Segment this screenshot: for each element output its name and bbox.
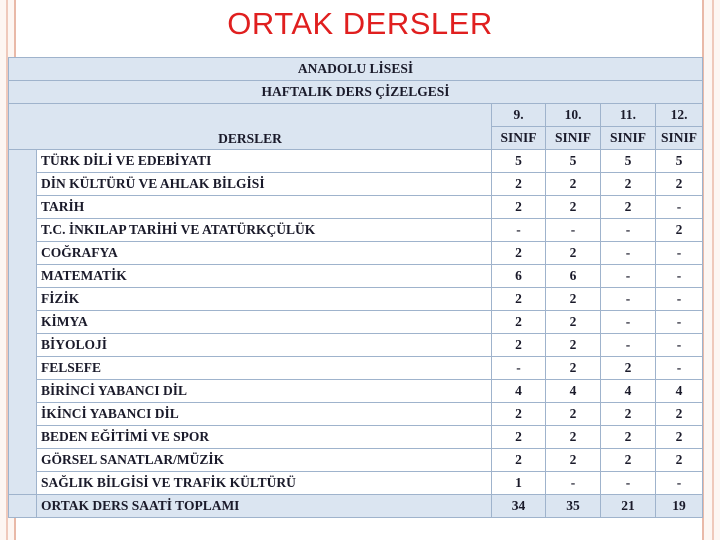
dersler-header: DERSLER bbox=[9, 104, 492, 150]
hours-cell: - bbox=[601, 288, 656, 311]
hours-cell: - bbox=[546, 219, 601, 242]
subject-row bbox=[9, 357, 703, 380]
hours-cell: - bbox=[601, 311, 656, 334]
subject-row bbox=[9, 380, 703, 403]
school-name-header: ANADOLU LİSESİ bbox=[9, 58, 703, 81]
hours-cell: 2 bbox=[546, 426, 601, 449]
hours-cell: 2 bbox=[546, 311, 601, 334]
subject-row bbox=[9, 196, 703, 219]
hours-cell: 6 bbox=[492, 265, 546, 288]
hours-cell: 2 bbox=[492, 426, 546, 449]
hours-cell: 2 bbox=[492, 403, 546, 426]
hours-cell: - bbox=[656, 242, 703, 265]
hours-cell: 2 bbox=[656, 449, 703, 472]
hours-cell: 2 bbox=[601, 449, 656, 472]
hours-cell: - bbox=[601, 472, 656, 495]
hours-cell: - bbox=[601, 242, 656, 265]
subject-name: T.C. İNKILAP TARİHİ VE ATATÜRKÇÜLÜK bbox=[37, 219, 492, 242]
hours-cell: 5 bbox=[601, 150, 656, 173]
hours-cell: 2 bbox=[656, 403, 703, 426]
hours-cell: 4 bbox=[492, 380, 546, 403]
hours-cell: 2 bbox=[546, 403, 601, 426]
grade-9-label: SINIF bbox=[492, 127, 546, 150]
hours-cell: 2 bbox=[601, 426, 656, 449]
hours-cell: 2 bbox=[492, 449, 546, 472]
hours-cell: 1 bbox=[492, 472, 546, 495]
weekly-schedule-table bbox=[8, 57, 703, 518]
hours-cell: 6 bbox=[546, 265, 601, 288]
hours-cell: 4 bbox=[546, 380, 601, 403]
hours-cell: 2 bbox=[492, 334, 546, 357]
hours-cell: 5 bbox=[546, 150, 601, 173]
hours-cell: 2 bbox=[601, 196, 656, 219]
subject-name: TÜRK DİLİ VE EDEBİYATI bbox=[37, 150, 492, 173]
subject-row bbox=[9, 288, 703, 311]
hours-cell: 2 bbox=[492, 173, 546, 196]
hours-cell: 2 bbox=[546, 173, 601, 196]
total-grade-9: 34 bbox=[492, 495, 546, 518]
subject-row bbox=[9, 219, 703, 242]
hours-cell: 2 bbox=[546, 288, 601, 311]
right-decorative-frame bbox=[702, 0, 720, 540]
grade-10-number: 10. bbox=[546, 104, 601, 127]
hours-cell: - bbox=[656, 357, 703, 380]
grade-12-number: 12. bbox=[656, 104, 703, 127]
schedule-title-header: HAFTALIK DERS ÇİZELGESİ bbox=[9, 81, 703, 104]
grade-9-number: 9. bbox=[492, 104, 546, 127]
subject-row bbox=[9, 472, 703, 495]
hours-cell: 2 bbox=[492, 288, 546, 311]
grade-10-label: SINIF bbox=[546, 127, 601, 150]
hours-cell: 5 bbox=[492, 150, 546, 173]
subject-name: BEDEN EĞİTİMİ VE SPOR bbox=[37, 426, 492, 449]
subject-row bbox=[9, 311, 703, 334]
subject-name: SAĞLIK BİLGİSİ VE TRAFİK KÜLTÜRÜ bbox=[37, 472, 492, 495]
subject-name: BİRİNCİ YABANCI DİL bbox=[37, 380, 492, 403]
subject-name: FELSEFE bbox=[37, 357, 492, 380]
hours-cell: 2 bbox=[601, 357, 656, 380]
subject-name: COĞRAFYA bbox=[37, 242, 492, 265]
hours-cell: - bbox=[656, 311, 703, 334]
hours-cell: 2 bbox=[492, 196, 546, 219]
hours-cell: - bbox=[546, 472, 601, 495]
subject-name: MATEMATİK bbox=[37, 265, 492, 288]
total-corner-cell bbox=[9, 495, 37, 518]
side-label-cell bbox=[9, 150, 37, 495]
subject-row bbox=[9, 265, 703, 288]
subject-name: KİMYA bbox=[37, 311, 492, 334]
subject-row bbox=[9, 403, 703, 426]
grade-11-number: 11. bbox=[601, 104, 656, 127]
hours-cell: 5 bbox=[656, 150, 703, 173]
hours-cell: 2 bbox=[546, 334, 601, 357]
subject-name: DİN KÜLTÜRÜ VE AHLAK BİLGİSİ bbox=[37, 173, 492, 196]
grade-11-label: SINIF bbox=[601, 127, 656, 150]
hours-cell: - bbox=[601, 265, 656, 288]
subject-name: FİZİK bbox=[37, 288, 492, 311]
hours-cell: 2 bbox=[656, 426, 703, 449]
total-grade-11: 21 bbox=[601, 495, 656, 518]
hours-cell: 2 bbox=[546, 242, 601, 265]
hours-cell: 2 bbox=[546, 357, 601, 380]
subject-name: İKİNCİ YABANCI DİL bbox=[37, 403, 492, 426]
subject-row bbox=[9, 449, 703, 472]
hours-cell: - bbox=[656, 472, 703, 495]
hours-cell: 2 bbox=[546, 449, 601, 472]
hours-cell: - bbox=[601, 334, 656, 357]
hours-cell: - bbox=[656, 288, 703, 311]
hours-cell: 4 bbox=[656, 380, 703, 403]
hours-cell: - bbox=[492, 219, 546, 242]
slide-title: ORTAK DERSLER bbox=[227, 6, 493, 41]
hours-cell: 2 bbox=[492, 311, 546, 334]
hours-cell: 2 bbox=[546, 196, 601, 219]
subject-row bbox=[9, 173, 703, 196]
hours-cell: - bbox=[656, 265, 703, 288]
grade-12-label: SINIF bbox=[656, 127, 703, 150]
hours-cell: - bbox=[601, 219, 656, 242]
subject-row bbox=[9, 426, 703, 449]
hours-cell: 4 bbox=[601, 380, 656, 403]
hours-cell: 2 bbox=[601, 173, 656, 196]
subject-row bbox=[9, 242, 703, 265]
hours-cell: - bbox=[656, 196, 703, 219]
hours-cell: 2 bbox=[656, 173, 703, 196]
hours-cell: - bbox=[492, 357, 546, 380]
subject-row bbox=[9, 150, 703, 173]
total-grade-10: 35 bbox=[546, 495, 601, 518]
hours-cell: 2 bbox=[492, 242, 546, 265]
hours-cell: 2 bbox=[656, 219, 703, 242]
total-grade-12: 19 bbox=[656, 495, 703, 518]
subject-name: TARİH bbox=[37, 196, 492, 219]
subject-row bbox=[9, 334, 703, 357]
subject-name: BİYOLOJİ bbox=[37, 334, 492, 357]
total-label: ORTAK DERS SAATİ TOPLAMI bbox=[37, 495, 492, 518]
subject-name: GÖRSEL SANATLAR/MÜZİK bbox=[37, 449, 492, 472]
total-row bbox=[9, 495, 703, 518]
hours-cell: - bbox=[656, 334, 703, 357]
hours-cell: 2 bbox=[601, 403, 656, 426]
